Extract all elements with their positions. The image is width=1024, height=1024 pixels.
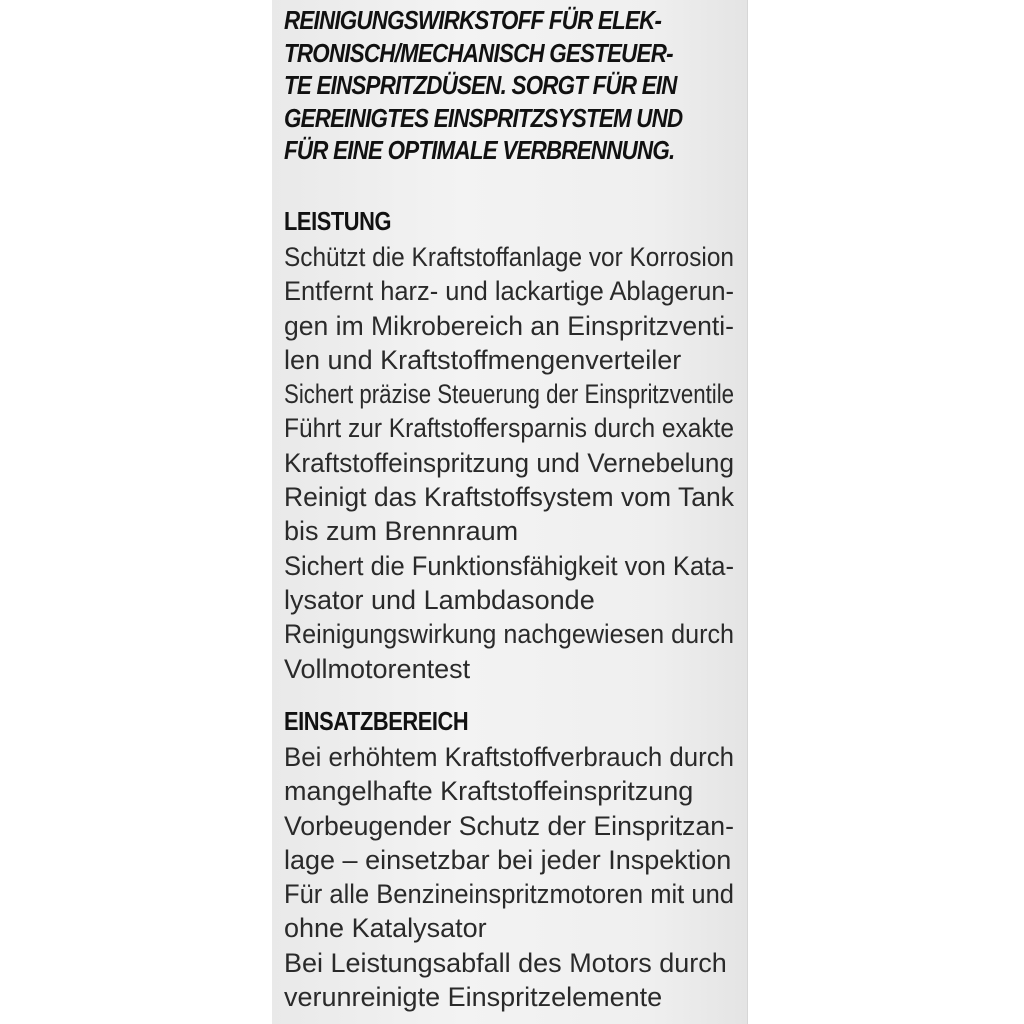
leistung-line: Schützt die Kraftstoffanlage vor Korrosion (284, 242, 734, 272)
einsatzbereich-line: verunreinigte Einspritzelemente (284, 982, 663, 1013)
leistung-line: Vollmotorentest (284, 653, 471, 684)
leistung-text (284, 240, 830, 686)
einsatzbereich-line: Bei Leistungsabfall des Motors durch (284, 947, 727, 978)
leistung-line: Reinigt das Kraftstoffsystem vom Tank (284, 482, 735, 513)
leistung-line: bis zum Brennraum (284, 516, 519, 547)
leistung-line: lysator und Lambdasonde (284, 584, 595, 615)
einsatzbereich-line: Für alle Benzineinspritzmotoren mit und (284, 879, 734, 910)
einsatzbereich-line: ohne Katalysator (284, 913, 487, 944)
leistung-line: Sichert die Funktionsfähigkeit von Kata- (284, 550, 734, 581)
intro-line: TRONISCH/MECHANISCH GESTEUER- (284, 37, 673, 68)
leistung-line: len und Kraftstoffmengenverteiler (284, 344, 682, 375)
intro-line: FÜR EINE OPTIMALE VERBRENNUNG. (284, 135, 675, 166)
intro-line: TE EINSPRITZDÜSEN. SORGT FÜR EIN (284, 70, 677, 101)
leistung-line: Führt zur Kraftstoffersparnis durch exakte (284, 413, 735, 444)
product-intro (284, 4, 731, 167)
leistung-line: Entfernt harz- und lackartige Ablagerun- (284, 276, 734, 307)
einsatzbereich-heading: EINSATZBEREICH (284, 706, 469, 736)
leistung-line: Kraftstoffeinspritzung und Vernebelung (284, 447, 735, 478)
einsatzbereich-line: Bei erhöhtem Kraftstoffverbrauch durch (284, 742, 734, 772)
leistung-line: Reinigungswirkung nachgewiesen durch (284, 619, 735, 650)
einsatzbereich-line: lage – einsetzbar bei jeder Inspektion (284, 844, 732, 875)
leistung-line: Sichert präzise Steuerung der Einspritzventile (284, 379, 735, 410)
einsatzbereich-line: mangelhafte Kraftstoffeinspritzung (284, 776, 694, 807)
leistung-line: gen im Mikrobereich an Einspritzventi- (284, 310, 734, 341)
intro-line: GEREINIGTES EINSPRITZSYSTEM UND (284, 102, 683, 133)
einsatzbereich-text (284, 740, 760, 1014)
intro-line: REINIGUNGSWIRKSTOFF FÜR ELEK- (284, 5, 662, 35)
leistung-heading: LEISTUNG (284, 206, 392, 236)
einsatzbereich-line: Vorbeugender Schutz der Einspritzan- (284, 810, 734, 841)
